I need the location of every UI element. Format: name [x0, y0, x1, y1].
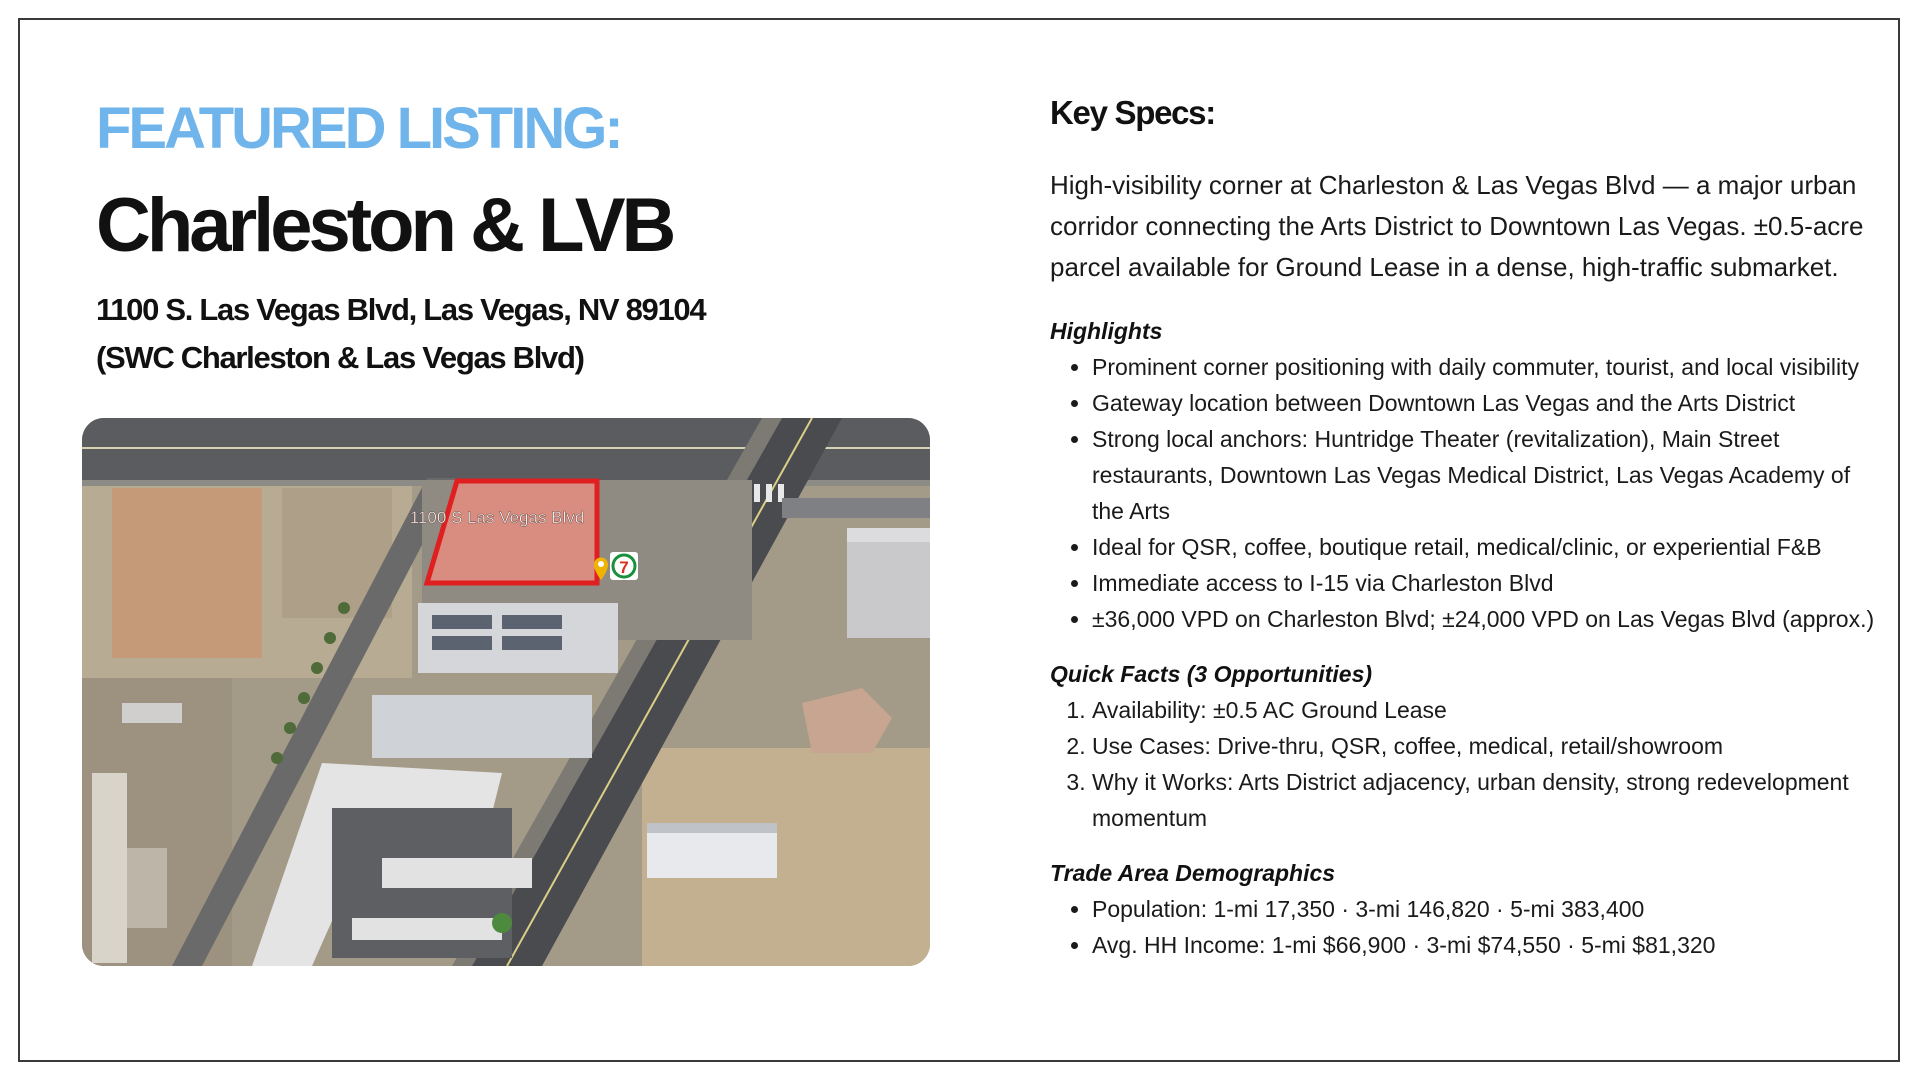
- listing-header: [96, 96, 936, 382]
- list-item: • ±36,000 VPD on Charleston Blvd; ±24,000 VPD on Las Vegas Blvd (approx.): [1092, 601, 1880, 637]
- quick-facts-list: [1050, 692, 1880, 836]
- key-specs-intro: High-visibility corner at Charleston & Las Vegas Blvd — a major urban corridor connecting the Arts District to Downtown Las Vegas. ±0.5-acre parcel available for Ground Lease in a dense, high-traffic submarket.: [1050, 170, 1864, 282]
- list-item: 3. Why it Works: Arts District adjacency, urban density, strong redevelopment momentum: [1092, 764, 1880, 836]
- highlights-title: Highlights: [1050, 318, 1163, 344]
- demographics-list: [1050, 891, 1880, 963]
- store-logo-icon: [610, 552, 638, 580]
- address-line-1: 1100 S. Las Vegas Blvd, Las Vegas, NV 89104: [96, 292, 706, 327]
- list-item: • Ideal for QSR, coffee, boutique retail, medical/clinic, or experiential F&B: [1092, 529, 1880, 565]
- list-item: • Gateway location between Downtown Las Vegas and the Arts District: [1092, 385, 1880, 421]
- list-item: • Strong local anchors: Huntridge Theater (revitalization), Main Street restaurants, Downtown Las Vegas Medical District, Las Vegas Academy of the Arts: [1092, 421, 1880, 529]
- list-item: • Avg. HH Income: 1-mi $66,900 · 3-mi $74,550 · 5-mi $81,320: [1092, 927, 1880, 963]
- featured-label: FEATURED LISTING:: [96, 96, 621, 161]
- list-item: • Population: 1-mi 17,350 · 3-mi 146,820 · 5-mi 383,400: [1092, 891, 1880, 927]
- listing-address: [96, 286, 936, 382]
- key-specs-heading: Key Specs:: [1050, 94, 1215, 131]
- key-specs-panel: [1050, 96, 1880, 963]
- list-item: 2. Use Cases: Drive-thru, QSR, coffee, medical, retail/showroom: [1092, 728, 1880, 764]
- quick-facts-title: Quick Facts (3 Opportunities): [1050, 661, 1373, 687]
- aerial-map: [82, 418, 930, 966]
- store-logo-text: 7: [619, 558, 629, 577]
- list-item: • Prominent corner positioning with daily commuter, tourist, and local visibility: [1092, 349, 1880, 385]
- map-parcel-label: 1100 S Las Vegas Blvd: [409, 508, 585, 527]
- address-line-2: (SWC Charleston & Las Vegas Blvd): [96, 340, 584, 375]
- list-item: • Immediate access to I-15 via Charleston Blvd: [1092, 565, 1880, 601]
- list-item: 1. Availability: ±0.5 AC Ground Lease: [1092, 692, 1880, 728]
- highlights-list: [1050, 349, 1880, 637]
- listing-title: Charleston & LVB: [96, 183, 673, 268]
- demographics-title: Trade Area Demographics: [1050, 860, 1336, 886]
